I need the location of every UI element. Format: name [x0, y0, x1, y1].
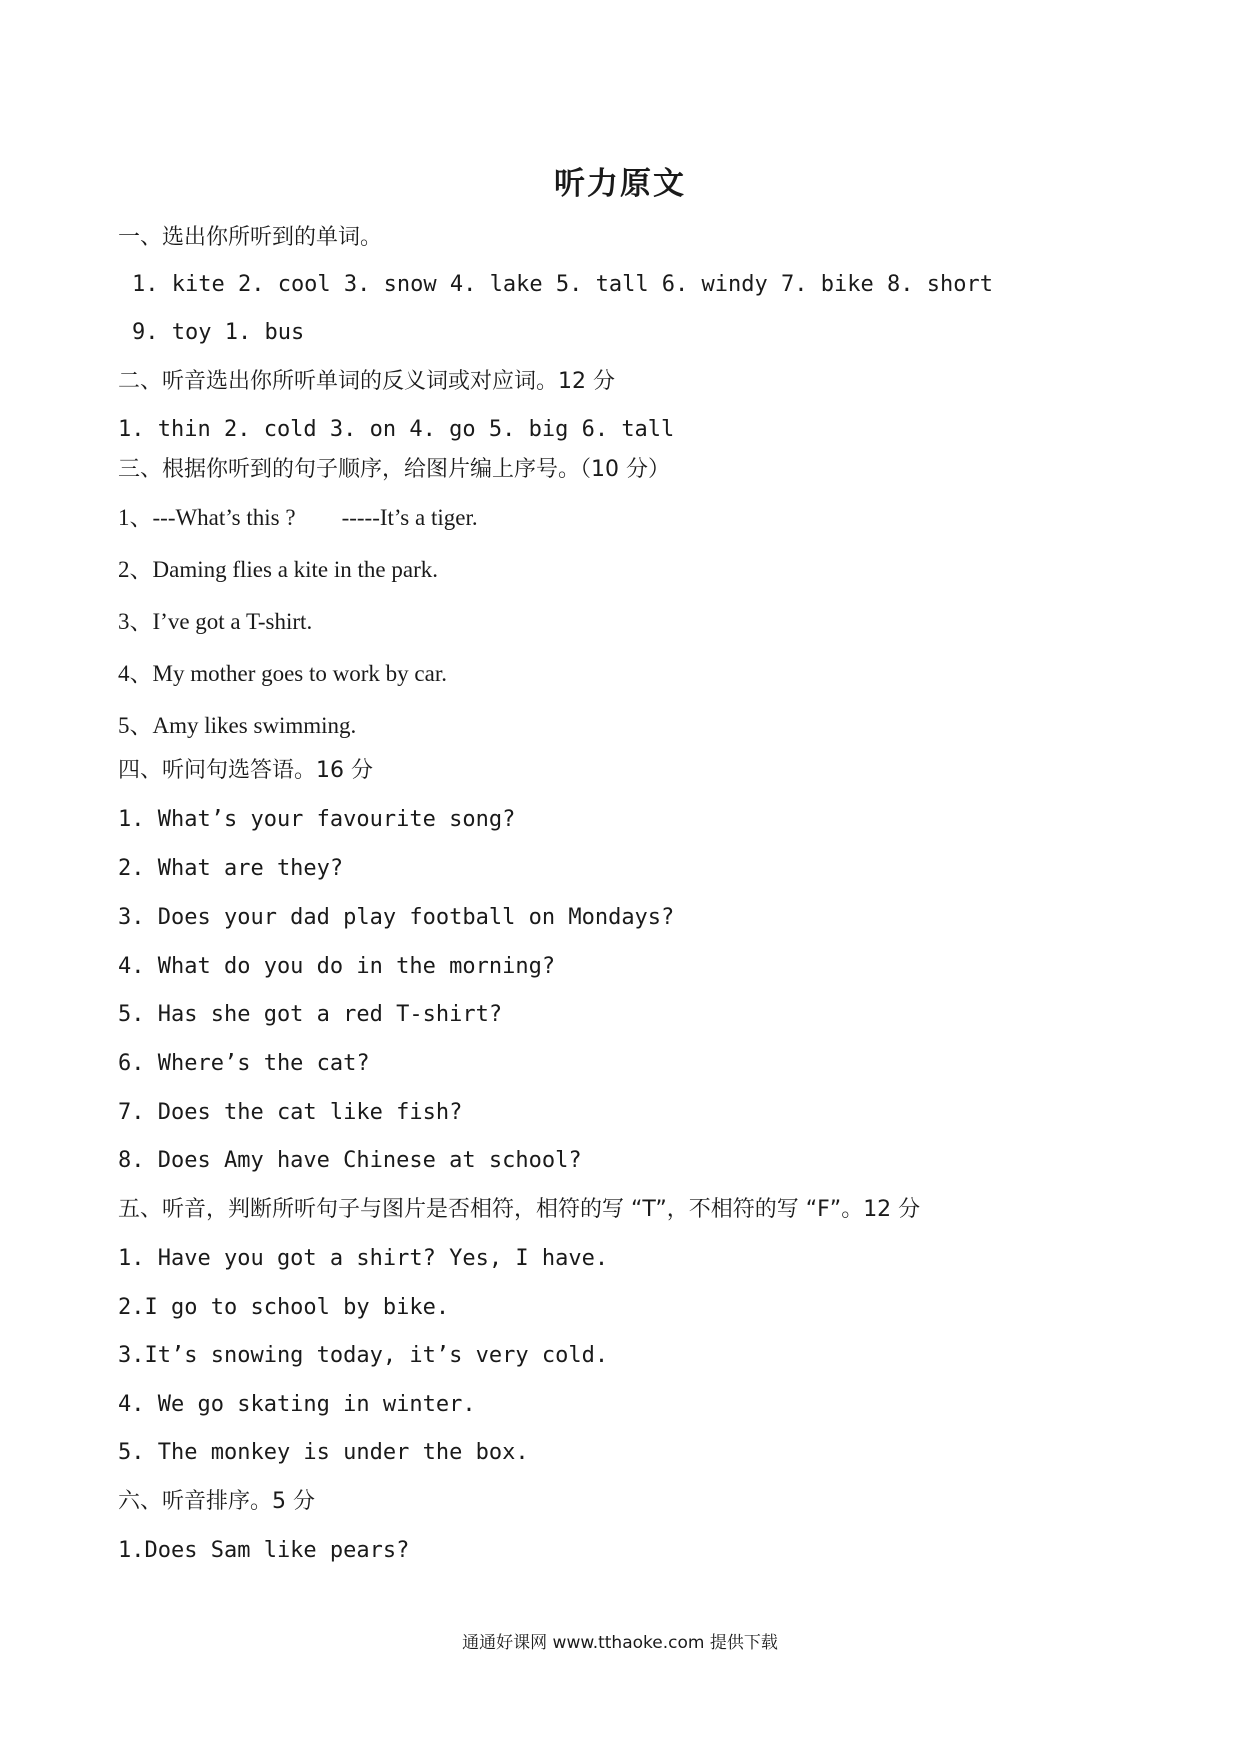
list-item: 4. What do you do in the morning? — [118, 954, 556, 979]
list-item: 1. Have you got a shirt? Yes, I have. — [118, 1246, 609, 1271]
list-item: 6. Where’s the cat? — [118, 1051, 370, 1076]
list-item: 5. The monkey is under the box. — [118, 1440, 529, 1465]
page-title: 听力原文 — [554, 166, 686, 202]
section-2-line-1: 1. thin 2. cold 3. on 4. go 5. big 6. tall — [118, 417, 675, 442]
section-1-line-2: 9. toy 1. bus — [132, 320, 305, 345]
section-1-line-1: 1. kite 2. cool 3. snow 4. lake 5. tall 6. windy 7. bike 8. short — [132, 272, 993, 297]
section-2-heading: 二、听音选出你所听单词的反义词或对应词。12 分 — [118, 369, 615, 394]
list-item: 1. What’s your favourite song? — [118, 807, 516, 832]
list-item: 3、I’ve got a T-shirt. — [118, 609, 313, 634]
list-item: 4、My mother goes to work by car. — [118, 661, 447, 686]
section-6-heading: 六、听音排序。5 分 — [118, 1489, 315, 1514]
list-item: 3. Does your dad play football on Mondays? — [118, 905, 675, 930]
list-item: 7. Does the cat like fish? — [118, 1100, 463, 1125]
list-item: 2.I go to school by bike. — [118, 1295, 450, 1320]
list-item: 5. Has she got a red T-shirt? — [118, 1002, 503, 1027]
list-item: 1、---What’s this ? -----It’s a tiger. — [118, 505, 478, 530]
list-item: 2、Daming flies a kite in the park. — [118, 557, 439, 582]
list-item: 8. Does Amy have Chinese at school? — [118, 1148, 582, 1173]
list-item: 1.Does Sam like pears? — [118, 1538, 410, 1563]
list-item: 5、Amy likes swimming. — [118, 713, 357, 738]
section-4-heading: 四、听问句选答语。16 分 — [118, 758, 373, 783]
list-item: 3.It’s snowing today, it’s very cold. — [118, 1343, 609, 1368]
footer-credit: 通通好课网 www.tthaoke.com 提供下载 — [462, 1633, 778, 1653]
section-5-heading: 五、听音，判断所听句子与图片是否相符，相符的写 “T”，不相符的写 “F”。12 分 — [118, 1197, 921, 1222]
list-item: 4. We go skating in winter. — [118, 1392, 476, 1417]
list-item: 2. What are they? — [118, 856, 344, 881]
section-3-heading: 三、根据你听到的句子顺序，给图片编上序号。（10 分） — [118, 457, 670, 482]
section-1-heading: 一、选出你所听到的单词。 — [118, 225, 383, 250]
